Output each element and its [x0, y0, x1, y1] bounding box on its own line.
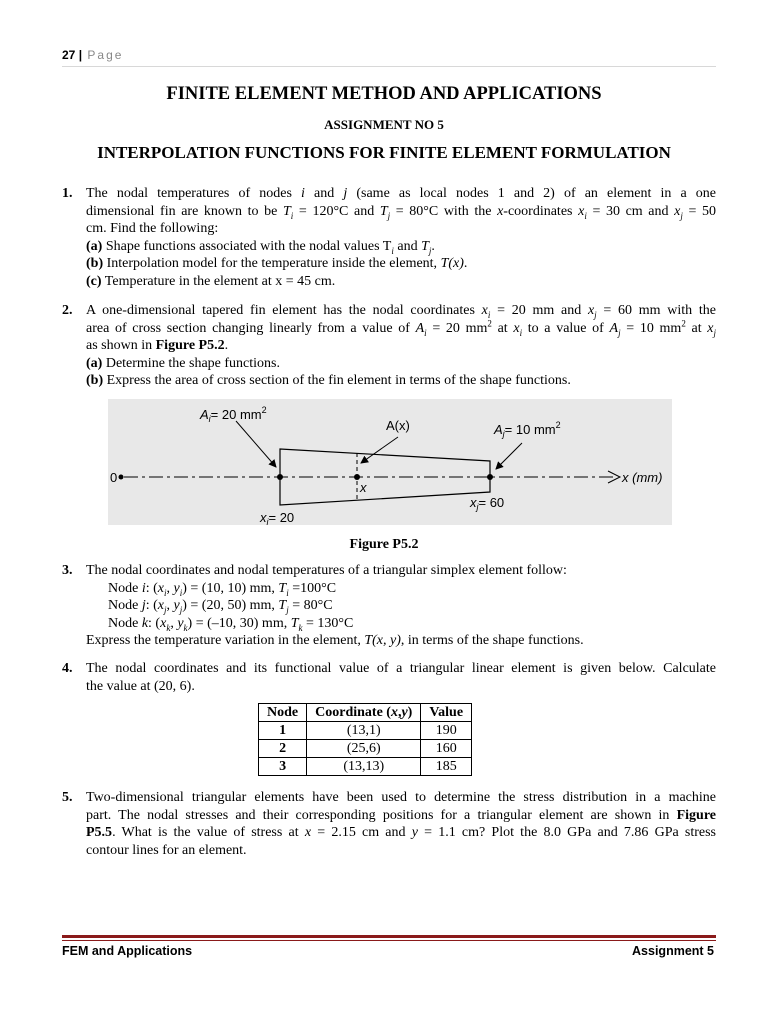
label-x-mark: x: [360, 480, 367, 495]
table-cell: (25,6): [307, 740, 421, 758]
figure-caption: Figure P5.2: [349, 537, 419, 552]
page-label: Page: [87, 48, 124, 62]
table-cell: 185: [421, 758, 472, 776]
figure-tapered-fin: [108, 399, 672, 525]
arrow-ai: [236, 421, 276, 467]
q1-line-2: dimensional fin are known to be $T_i = 120^\circ C$ and $T_j = 80^\circ C$ with the x-coordinates $x_i = 30$ cm and $x_j = 50$: [86, 203, 717, 221]
question-body: [86, 562, 716, 650]
assignment-title: ASSIGNMENT NO 5: [324, 117, 444, 132]
table-row: [259, 758, 472, 776]
label-ax: A(x): [386, 418, 410, 433]
q1-part-b: (b) Interpolation model for the temperature inside the element, T(x).: [86, 256, 468, 272]
question-number: 2.: [62, 303, 73, 318]
q3-node-k: Node k: ($x_k$, $y_k) = (-10$, 30) mm, $T_k = 130^\circ C$: [108, 615, 354, 633]
question-number: 4.: [62, 661, 73, 676]
q5-line-1: Two-dimensional triangular elements have been used to determine the stress distribution in a machine: [86, 790, 716, 805]
table-cell: 190: [421, 722, 472, 740]
table-row: [259, 722, 472, 740]
q2-line-2: area of cross section changing linearly from a value of $A_i = 20$ $mm^2$ at $x_i$ to a value of $A_j = 10$ $mm^2$ at $x_j$: [86, 317, 716, 338]
question-3: [62, 562, 716, 650]
origin-point: [119, 475, 124, 480]
label-aj: $A_j= 10$ $mm^2$: [494, 420, 561, 439]
question-number: 3.: [62, 563, 73, 578]
table-row: [259, 740, 472, 758]
table-header: Coordinate (x,y): [307, 704, 421, 722]
table-cell: 3: [259, 758, 307, 776]
node-table: [258, 703, 472, 776]
q1-line-3: cm. Find the following:: [86, 221, 219, 237]
question-5: [62, 789, 716, 859]
q1-line-1: The nodal temperatures of nodes i and j (same as local nodes 1 and 2) of an element in a one: [86, 186, 716, 201]
question-body: [86, 789, 716, 859]
table-header: Node: [259, 704, 307, 722]
arrow-ax: [361, 437, 398, 463]
footer-right: Assignment 5: [632, 944, 714, 958]
q2-line-3: as shown in Figure P5.2.: [86, 338, 229, 354]
footer-rule-thin: [62, 940, 716, 941]
node-j: [487, 474, 493, 480]
question-number: 5.: [62, 790, 73, 805]
table-header: Value: [421, 704, 472, 722]
q3-node-i: Node i: ($x_i$, $y_i) = (10$, 10) mm, $T_i =100^\circ C$: [108, 580, 337, 598]
q3-node-j: Node j: ($x_j$, $y_j) = (20$, 50) mm, $T_j = 80^\circ C$: [108, 598, 333, 615]
q2-part-a: (a) Determine the shape functions.: [86, 355, 280, 371]
q2-line-1: A one-dimensional tapered fin element has the nodal coordinates $x_i = 20$ mm and $x_j = 60$ mm with the: [86, 303, 717, 320]
node-i: [277, 474, 283, 480]
page-header: [62, 48, 123, 62]
label-xj: $x_j= 60$: [470, 495, 505, 512]
table-cell: (13,1): [307, 722, 421, 740]
q1-part-c: (c) Temperature in the element at x = 45 cm.: [86, 273, 336, 289]
question-body: [86, 185, 716, 291]
table-cell: 2: [259, 740, 307, 758]
document-title: FINITE ELEMENT METHOD AND APPLICATIONS: [166, 84, 602, 104]
question-1: [62, 185, 716, 291]
q3-intro: The nodal coordinates and nodal temperatures of a triangular simplex element follow:: [86, 563, 567, 578]
header-divider: [62, 66, 716, 67]
table-cell: 160: [421, 740, 472, 758]
q5-line-4: contour lines for an element.: [86, 842, 247, 858]
question-4: [62, 660, 716, 695]
footer-rule-thick: [62, 935, 716, 938]
question-body: [86, 660, 716, 695]
page-separator: |: [78, 48, 83, 62]
question-body: [86, 302, 716, 390]
question-number: 1.: [62, 186, 73, 201]
q4-line-2: the value at (20, 6).: [86, 678, 195, 694]
table-cell: 1: [259, 722, 307, 740]
table-cell: (13,13): [307, 758, 421, 776]
topic-title: INTERPOLATION FUNCTIONS FOR FINITE ELEMENT FORMULATION: [97, 143, 671, 162]
q5-line-2: part. The nodal stresses and their corresponding positions for a triangular element are shown in Figure: [86, 807, 716, 823]
origin-label: 0: [110, 470, 118, 485]
question-2: [62, 302, 716, 390]
q3-outro: Express the temperature variation in the element, T(x, y), in terms of the shape functions.: [86, 633, 584, 649]
label-ai: $A_i= 20$ $mm^2$: [200, 405, 267, 424]
axis-label: x (mm): [622, 470, 663, 485]
q1-part-a: (a) Shape functions associated with the nodal values $T_i$ and $T_j$.: [86, 238, 435, 256]
footer-left: FEM and Applications: [62, 944, 193, 958]
label-xi: $x_i= 20$: [260, 510, 295, 525]
q4-line-1: The nodal coordinates and its functional value of a triangular linear element is given below. Calculate: [86, 661, 716, 676]
arrow-aj: [496, 443, 522, 469]
table-header-row: [259, 704, 472, 722]
page-number: 27: [62, 48, 76, 62]
q5-line-3: P5.5. What is the value of stress at x = 2.15 cm and y = 1.1 cm? Plot the 8.0 GPa and 7.86 GPa stress: [86, 825, 716, 841]
q2-part-b: (b) Express the area of cross section of the fin element in terms of the shape functions.: [86, 373, 571, 389]
